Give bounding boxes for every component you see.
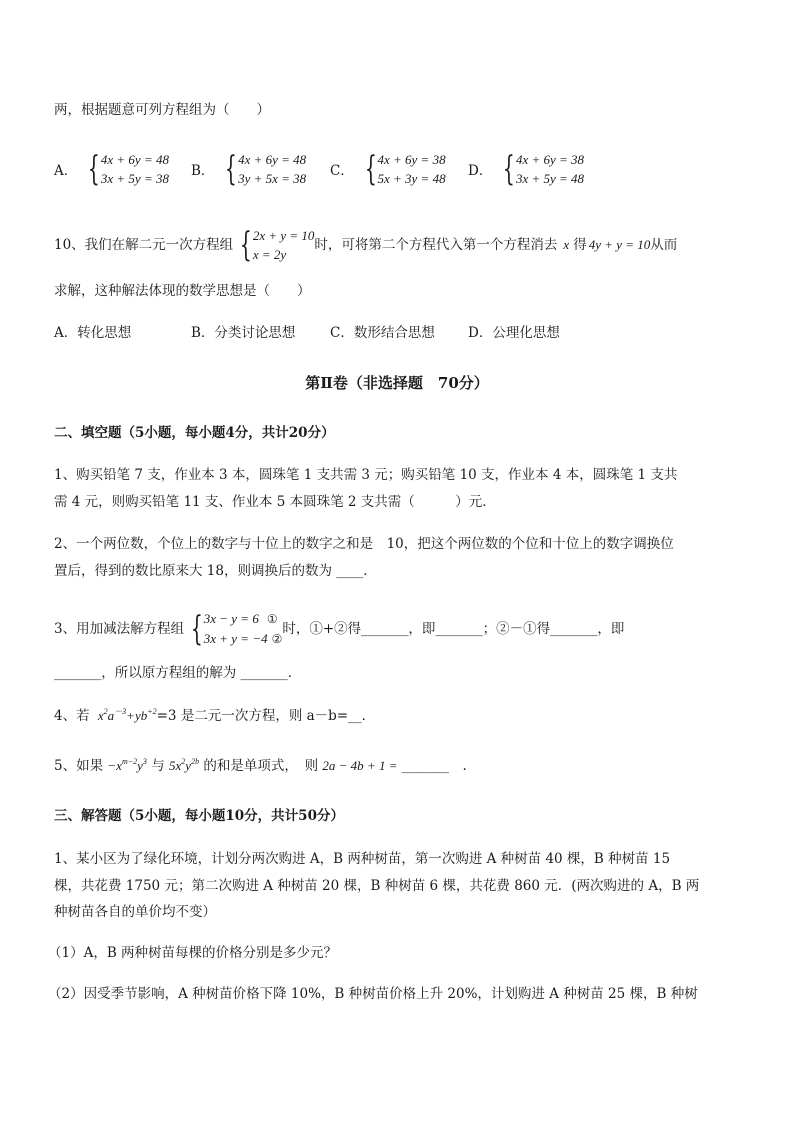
brace: { [190, 609, 203, 649]
s2-q4-suffix: 是二元一次方程，则 a－b=__． [180, 708, 376, 724]
q9-option-a-label: A． [54, 163, 78, 179]
q10-mid2: 得 [573, 237, 587, 253]
math-term: a [107, 708, 115, 723]
math-term: +yb [126, 708, 148, 723]
q9-tail: 两，根据题意可列方程组为（ ） [54, 102, 270, 118]
s3-q1-line2: 棵，共花费 1750 元；第二次购进 A 种树苗 20 棵，B 种树苗 6 棵，共花费 860 元．(两次购进的 A，B 两 [54, 878, 700, 894]
brace: { [240, 225, 252, 265]
s2-q2-line2: 置后，得到的数比原来大 18，则调换后的数为 ____． [54, 563, 377, 579]
s2-q3-prefix: 3、用加减法解方程组 [54, 621, 185, 637]
q10-option-c[interactable]: C．数形结合思想 [330, 325, 435, 341]
q9-option-b[interactable] [191, 150, 306, 188]
circle-two-mark: ② [271, 632, 283, 646]
s2-q5-mid: 与 [151, 758, 165, 774]
math-term: y [185, 758, 192, 773]
s2-q5-expression: 2a − 4b + 1 = [322, 758, 398, 773]
exponent: 2b [191, 757, 200, 766]
q9-option-a[interactable] [54, 150, 169, 188]
q10-line2: 求解，这种解法体现的数学思想是（ ） [54, 283, 311, 299]
q10-line1 [54, 226, 677, 264]
math-term: x [97, 708, 104, 723]
s2-q4-expression [98, 708, 157, 723]
s2-q5 [54, 756, 467, 776]
q10-mid: 时，可将第二个方程代入第一个方程消去 [314, 237, 558, 253]
s2-q5-prefix: 5、如果 [54, 758, 104, 774]
brace: { [364, 149, 377, 189]
s3-q1-line1: 1、某小区为了绿化环境，计划分两次购进 A，B 两种树苗，第一次购进 A 种树苗 40 棵，B 种树苗 15 [54, 851, 671, 867]
s2-q3-suffix: 时，①+②得_______，即_______；②－①得_______，即 [282, 621, 625, 637]
q10-option-a[interactable]: A．转化思想 [54, 325, 132, 341]
s3-q1-sub2: （2）因受季节影响，A 种树苗价格下降 10%，B 种树苗价格上升 20%，计划购进 A 种树苗 25 棵，B 种树 [48, 986, 698, 1002]
section3-heading: 三、解答题（5小题，每小题10分，共计50分） [54, 808, 344, 824]
s3-q1-line3: 种树苗各自的单价均不变） [54, 904, 216, 920]
q10-prefix: 10、我们在解二元一次方程组 [54, 237, 234, 253]
q10-var: x [563, 237, 570, 252]
circle-one-mark: ① [266, 612, 278, 626]
exponent: －3 [114, 707, 127, 716]
math-term: −x [107, 758, 122, 773]
equation: 4x + 6y = 48 [100, 152, 169, 167]
s3-q1-sub1: （1）A，B 两种树苗每棵的价格分别是多少元？ [48, 945, 338, 961]
equation: 3y + 5x = 38 [238, 171, 307, 186]
exponent: 2 [103, 707, 108, 716]
brace: { [88, 149, 101, 189]
s2-q3-line2: _______，所以原方程组的解为 _______． [54, 665, 302, 681]
equation: 4x + 6y = 38 [515, 152, 585, 167]
s2-q5-blank[interactable]: _______ . [401, 758, 467, 774]
part2-title: 第Ⅱ卷（非选择题 70分） [305, 374, 489, 392]
s2-q5-term1 [107, 758, 147, 773]
q10-suffix: 从而 [650, 237, 678, 253]
exponent: 3 [142, 757, 147, 766]
s2-q3-line1 [54, 609, 624, 649]
equation: 3x + 5y = 38 [100, 171, 169, 186]
s2-q5-mid2: 的和是单项式， 则 [203, 758, 319, 774]
equation: 4x + 6y = 48 [238, 152, 307, 167]
math-term: y [137, 758, 143, 773]
equation: x = 2y [252, 247, 287, 262]
equation: 3x + y = −4 [203, 631, 268, 646]
q10-result: 4y + y = 10 [588, 237, 651, 252]
s2-q1-line1: 1、购买铅笔 7 支，作业本 3 本，圆珠笔 1 支共需 3 元；购买铅笔 10 支，作业本 4 本，圆珠笔 1 支共 [54, 467, 678, 483]
equation: 2x + y = 10 [252, 228, 315, 243]
q9-option-b-label: B． [191, 163, 215, 179]
brace: { [225, 149, 238, 189]
q9-option-c[interactable] [330, 150, 446, 188]
exponent: +2 [147, 707, 157, 716]
section2-heading: 二、填空题（5小题，每小题4分，共计20分） [54, 425, 335, 441]
s2-q1-line2: 需 4 元，则购买铅笔 11 支、作业本 5 本圆珠笔 2 支共需（ ）元． [54, 494, 496, 510]
exponent: 2 [181, 757, 186, 766]
math-term: 5x [169, 758, 182, 773]
q9-option-d[interactable] [468, 150, 584, 188]
exponent: m−2 [121, 757, 138, 766]
s2-q4 [54, 706, 375, 726]
s2-q4-prefix: 4、若 [54, 708, 90, 724]
equation: 4x + 6y = 38 [377, 152, 446, 167]
q9-option-c-label: C． [330, 163, 354, 179]
q9-option-d-label: D． [468, 163, 493, 179]
q10-option-d[interactable]: D．公理化思想 [468, 325, 560, 341]
equation: 3x + 5y = 48 [515, 171, 585, 186]
brace: { [503, 149, 516, 189]
s2-q5-term2 [169, 758, 199, 773]
equation: 3x − y = 6 [203, 611, 259, 626]
q10-option-b[interactable]: B．分类讨论思想 [191, 325, 296, 341]
s2-q2-line1: 2、一个两位数，个位上的数字与十位上的数字之和是 10，把这个两位数的个位和十位上的数字调换位 [54, 536, 674, 552]
equation: 5x + 3y = 48 [377, 171, 446, 186]
s2-q4-eq: =3 [156, 708, 177, 724]
